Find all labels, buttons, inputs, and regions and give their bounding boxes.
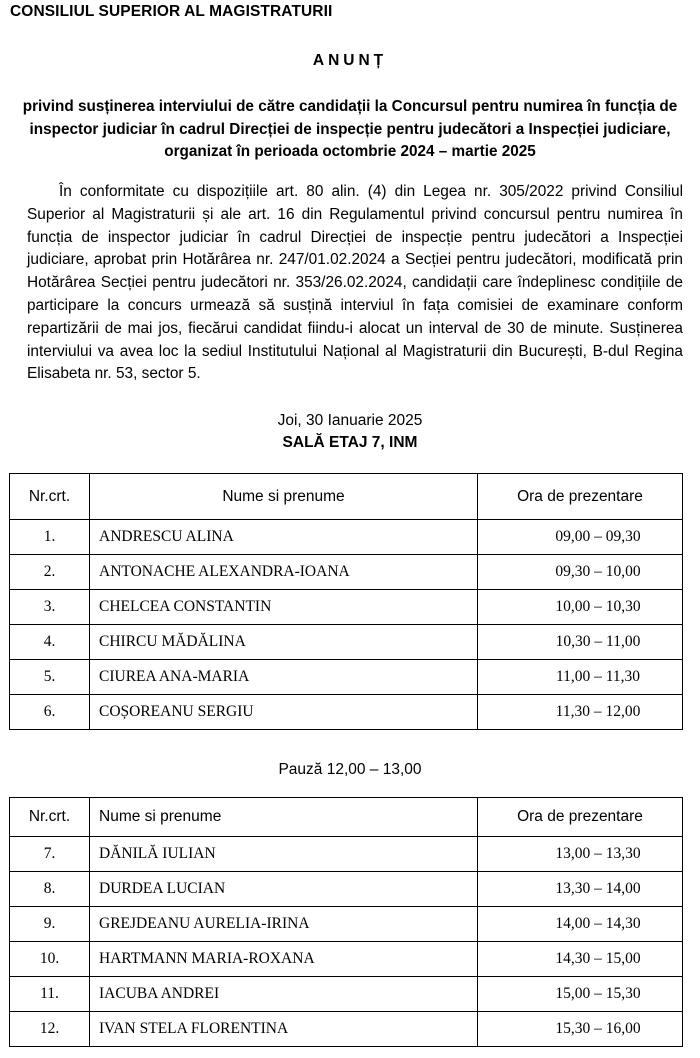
- candidate-name: CHIRCU MĂDĂLINA: [90, 625, 478, 660]
- table-row: [10, 942, 683, 977]
- row-number: 2.: [10, 555, 90, 590]
- time-slot: 09,30 – 10,00: [478, 555, 683, 590]
- candidate-name: CIUREA ANA-MARIA: [90, 660, 478, 695]
- time-slot: 14,30 – 15,00: [478, 942, 683, 977]
- candidate-name: ANDRESCU ALINA: [90, 520, 478, 555]
- document-subtitle: privind susținerea interviului de către candidații la Concursul pentru numirea în funcția de inspector judiciar în cadrul Direcției de inspecție pentru judecători a Inspecției judiciare, organizat în perioada octombrie 2024 – martie 2025: [22, 98, 678, 160]
- column-header-time: Ora de prezentare: [478, 798, 683, 837]
- time-slot: 13,00 – 13,30: [478, 837, 683, 872]
- document-title: ANUNȚ: [312, 52, 388, 69]
- candidate-name: CHELCEA CONSTANTIN: [90, 590, 478, 625]
- organization-name: CONSILIUL SUPERIOR AL MAGISTRATURII: [10, 3, 333, 20]
- table-row: [10, 1012, 683, 1047]
- schedule-room: SALĂ ETAJ 7, INM: [282, 434, 418, 451]
- row-number: 1.: [10, 520, 90, 555]
- row-number: 12.: [10, 1012, 90, 1047]
- schedule-date: Joi, 30 Ianuarie 2025: [277, 412, 423, 429]
- table-row: [10, 977, 683, 1012]
- schedule-heading: [0, 410, 700, 454]
- time-slot: 13,30 – 14,00: [478, 872, 683, 907]
- afternoon-schedule-table: [9, 797, 683, 1047]
- candidate-name: COȘOREANU SERGIU: [90, 695, 478, 730]
- candidate-name: GREJDEANU AURELIA-IRINA: [90, 907, 478, 942]
- candidate-name: DURDEA LUCIAN: [90, 872, 478, 907]
- time-slot: 09,00 – 09,30: [478, 520, 683, 555]
- candidate-name: DĂNILĂ IULIAN: [90, 837, 478, 872]
- time-slot: 14,00 – 14,30: [478, 907, 683, 942]
- time-slot: 10,00 – 10,30: [478, 590, 683, 625]
- time-slot: 15,00 – 15,30: [478, 977, 683, 1012]
- lunch-break-notice: Pauză 12,00 – 13,00: [278, 761, 422, 778]
- row-number: 10.: [10, 942, 90, 977]
- table-row: [10, 837, 683, 872]
- table-row: [10, 872, 683, 907]
- candidate-name: IVAN STELA FLORENTINA: [90, 1012, 478, 1047]
- column-header-name: Nume si prenume: [90, 798, 478, 837]
- row-number: 5.: [10, 660, 90, 695]
- row-number: 3.: [10, 590, 90, 625]
- time-slot: 11,00 – 11,30: [478, 660, 683, 695]
- row-number: 8.: [10, 872, 90, 907]
- table-row: [10, 520, 683, 555]
- column-header-time: Ora de prezentare: [478, 474, 683, 520]
- table-row: [10, 625, 683, 660]
- column-header-nr: Nr.crt.: [10, 798, 90, 837]
- table-row: [10, 555, 683, 590]
- table-row: [10, 590, 683, 625]
- announcement-paragraph: În conformitate cu dispozițiile art. 80 alin. (4) din Legea nr. 305/2022 privind Consiliul Superior al Magistraturii și ale art. 16 din Regulamentul privind concursul pentru numirea în funcția de inspector judiciar în cadrul Direcției de inspecție pentru judecători a Inspecției judiciare, aprobat prin Hotărârea nr. 247/01.02.2024 a Secției pentru judecători, modificată prin Hotărârea Secției pentru judecători nr. 353/26.02.2024, candidații care îndeplinesc condițiile de participare la concurs urmează să susțină interviul în fața comisiei de examinare conform repartizării de mai jos, fiecărui candidat fiindu-i alocat un interval de 30 de minute. Susținerea interviului va avea loc la sediul Institutului Național al Magistraturii din București, B-dul Regina Elisabeta nr. 53, sector 5.: [27, 183, 683, 383]
- time-slot: 15,30 – 16,00: [478, 1012, 683, 1047]
- row-number: 9.: [10, 907, 90, 942]
- candidate-name: IACUBA ANDREI: [90, 977, 478, 1012]
- column-header-name: Nume si prenume: [90, 474, 478, 520]
- candidate-name: ANTONACHE ALEXANDRA-IOANA: [90, 555, 478, 590]
- column-header-nr: Nr.crt.: [10, 474, 90, 520]
- table-row: [10, 660, 683, 695]
- candidate-name: HARTMANN MARIA-ROXANA: [90, 942, 478, 977]
- table-row: [10, 695, 683, 730]
- row-number: 4.: [10, 625, 90, 660]
- table-row: [10, 907, 683, 942]
- table-header-row: [10, 798, 683, 837]
- time-slot: 10,30 – 11,00: [478, 625, 683, 660]
- row-number: 6.: [10, 695, 90, 730]
- table-header-row: [10, 474, 683, 520]
- row-number: 11.: [10, 977, 90, 1012]
- row-number: 7.: [10, 837, 90, 872]
- time-slot: 11,30 – 12,00: [478, 695, 683, 730]
- morning-schedule-table: [9, 473, 683, 730]
